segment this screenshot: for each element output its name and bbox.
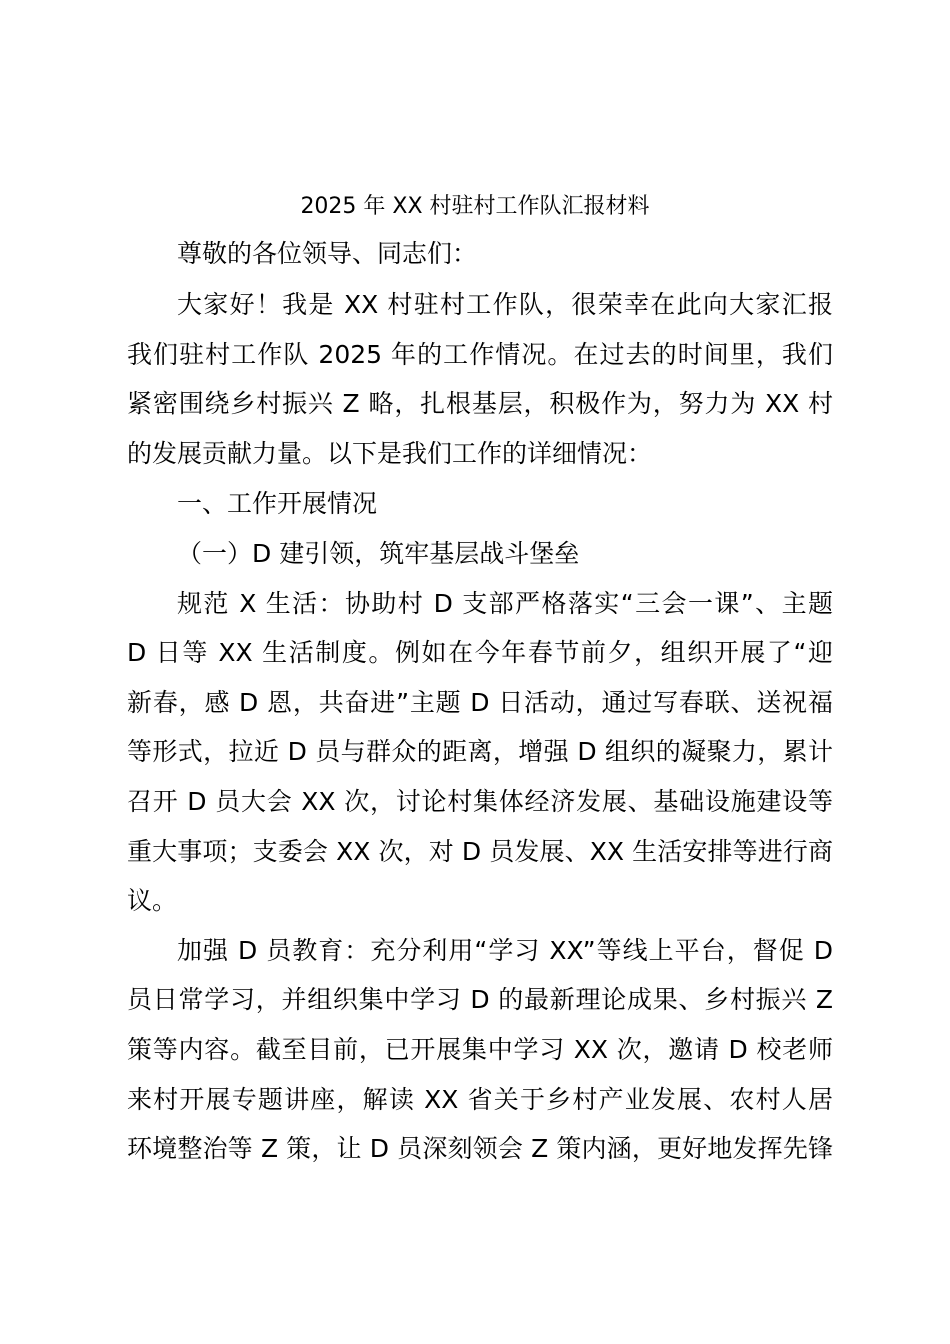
body-line: 规范 X 生活：协助村 D 支部严格落实“三会一课”、主题 — [177, 589, 833, 618]
body-line: 策等内容。截至目前，已开展集中学习 XX 次，邀请 D 校老师 — [127, 1035, 833, 1064]
section-heading: 一、工作开展情况 — [177, 489, 378, 518]
body-line: 我们驻村工作队 2025 年的工作情况。在过去的时间里，我们 — [127, 340, 833, 369]
body-line: D 日等 XX 生活制度。例如在今年春节前夕，组织开展了“迎 — [127, 638, 833, 667]
body-line: 的发展贡献力量。以下是我们工作的详细情况： — [127, 439, 653, 468]
body-line: 环境整治等 Z 策，让 D 员深刻领会 Z 策内涵，更好地发挥先锋 — [127, 1134, 833, 1163]
body-line: 等形式，拉近 D 员与群众的距离，增强 D 组织的凝聚力，累计 — [127, 737, 833, 766]
body-line: 议。 — [127, 886, 178, 915]
body-line: 新春，感 D 恩，共奋进”主题 D 日活动，通过写春联、送祝福 — [127, 688, 833, 717]
document-title: 2025 年 XX 村驻村工作队汇报材料 — [300, 194, 650, 219]
body-line: 召开 D 员大会 XX 次，讨论村集体经济发展、基础设施建设等 — [127, 787, 833, 816]
body-line: 加强 D 员教育：充分利用“学习 XX”等线上平台，督促 D — [177, 936, 833, 965]
subsection-heading: （一）D 建引领，筑牢基层战斗堡垒 — [177, 539, 580, 568]
body-line: 大家好！我是 XX 村驻村工作队，很荣幸在此向大家汇报 — [177, 290, 833, 319]
body-line: 员日常学习，并组织集中学习 D 的最新理论成果、乡村振兴 Z — [127, 985, 833, 1014]
body-line: 紧密围绕乡村振兴 Z 略，扎根基层，积极作为，努力为 XX 村 — [127, 389, 833, 418]
body-line: 重大事项；支委会 XX 次，对 D 员发展、XX 生活安排等进行商 — [127, 837, 833, 866]
body-line: 来村开展专题讲座，解读 XX 省关于乡村产业发展、农村人居 — [127, 1085, 833, 1114]
salutation-line: 尊敬的各位领导、同志们： — [177, 239, 478, 268]
